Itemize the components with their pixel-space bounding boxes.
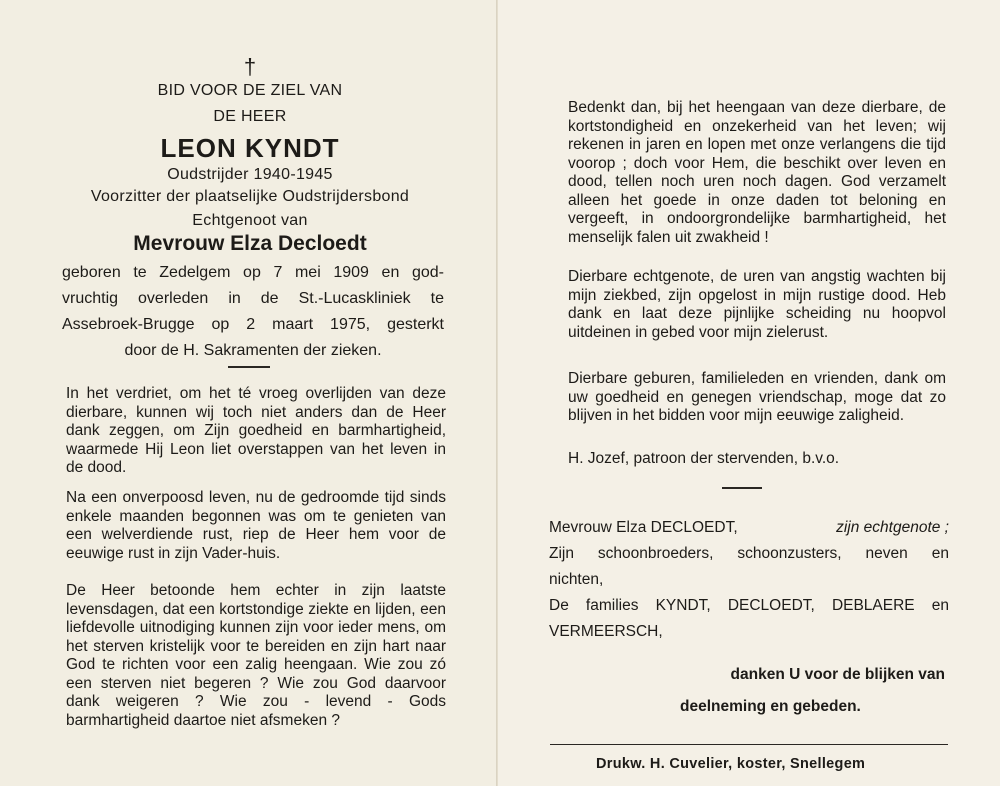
left-paragraph-2: Na een onverpoosd leven, nu de gedroomde tijd sinds enkele maanden begonnen was om te genieten van een welverdiende rust, riep de Heer hem voor de eeuwige rust in zijn Vader-huis.: [66, 489, 446, 562]
heading-de-heer: DE HEER: [213, 108, 287, 125]
family-spouse-role: zijn echtgenote ;: [836, 519, 949, 536]
family-line: nichten,: [549, 571, 604, 588]
family-line: De families KYNDT, DECLOEDT, DEBLAERE en: [549, 597, 949, 614]
birth-line: door de H. Sakramenten der zieken.: [124, 342, 382, 359]
birth-death-details: [62, 260, 444, 364]
printer-credit: Drukw. H. Cuvelier, koster, Snellegem: [596, 756, 866, 772]
family-spouse-name: Mevrouw Elza DECLOEDT,: [549, 519, 738, 536]
family-list: [549, 515, 949, 645]
family-line: Zijn schoonbroeders, schoonzusters, neven en: [549, 545, 949, 562]
birth-line: vruchtig overleden in de St.-Lucaskliniek te: [62, 290, 444, 307]
birth-line: geboren te Zedelgem op 7 mei 1909 en god-: [62, 264, 444, 281]
subtitle-voorzitter: Voorzitter der plaatselijke Oudstrijdersbond: [90, 188, 410, 205]
heading-bid: BID VOOR DE ZIEL VAN: [157, 82, 343, 99]
subtitle-oudstrijder: Oudstrijder 1940-1945: [167, 166, 333, 183]
family-line: VERMEERSCH,: [549, 623, 663, 640]
thanks-line-2: deelneming en gebeden.: [680, 698, 861, 715]
left-page: [0, 0, 497, 786]
divider: [722, 487, 762, 489]
right-paragraph-2: Dierbare echtgenote, de uren van angstig wachten bij mijn ziekbed, zijn opgelost in mijn rustige dood. Heb dank en laat deze pijnlijke scheiding nu hoopvol uitdeinen in gebed voor mijn zielerust.: [568, 268, 946, 341]
prayer-line: H. Jozef, patroon der stervenden, b.v.o.: [568, 450, 840, 467]
right-paragraph-1: Bedenkt dan, bij het heengaan van deze dierbare, de kortstondigheid en onzekerheid van het leven; wij rekenen in jaren en lopen met onze verlangens die tijd voorop ; doch voor Hem, die beschikt over leven en dood, tellen noch uren noch dagen. God verzamelt alleen het goede in onze daden tot beloning en vergeeft, in ondoorgrondelijke barmhartigheid, het menselijk falen uit zwakheid !: [568, 99, 946, 246]
left-paragraph-1: In het verdriet, om het té vroeg overlijden van deze dierbare, kunnen wij toch niet anders dan de Heer dank zeggen, om Zijn goedheid en barmhartigheid, waarmede Hij Leon liet overstappen van het leven in de dood.: [66, 385, 446, 476]
cross-icon: †: [243, 54, 257, 79]
footer-rule: [550, 744, 948, 745]
birth-line: Assebroek-Brugge op 2 maart 1975, gesterkt: [62, 316, 444, 333]
right-paragraph-3: Dierbare geburen, familieleden en vrienden, dank om uw goedheid en genegen vriendschap, moge dat zo blijven in het bidden voor mijn eeuwige zaligheid.: [568, 370, 946, 424]
family-spouse-row: [549, 515, 949, 541]
deceased-name: LEON KYNDT: [160, 133, 340, 163]
left-paragraph-3: De Heer betoonde hem echter in zijn laatste levensdagen, dat een kortstondige ziekte en lijden, een liefdevolle uitnodiging kunnen zijn voor ieder mens, om het sterven kristelijk voor te bereiden en zijn hart naar God te richten voor een zalig heengaan. Wie zou zó een sterven niet begeren ? Wie zou God daarvoor dank weigeren ? Wie zou - levend - Gods barmhartigheid daartoe niet afsmeken ?: [66, 582, 446, 729]
divider: [228, 366, 270, 368]
subtitle-echtgenoot: Echtgenoot van: [192, 212, 308, 229]
thanks-line-1: danken U voor de blijken van: [730, 666, 945, 683]
spouse-name: Mevrouw Elza Decloedt: [133, 232, 367, 255]
